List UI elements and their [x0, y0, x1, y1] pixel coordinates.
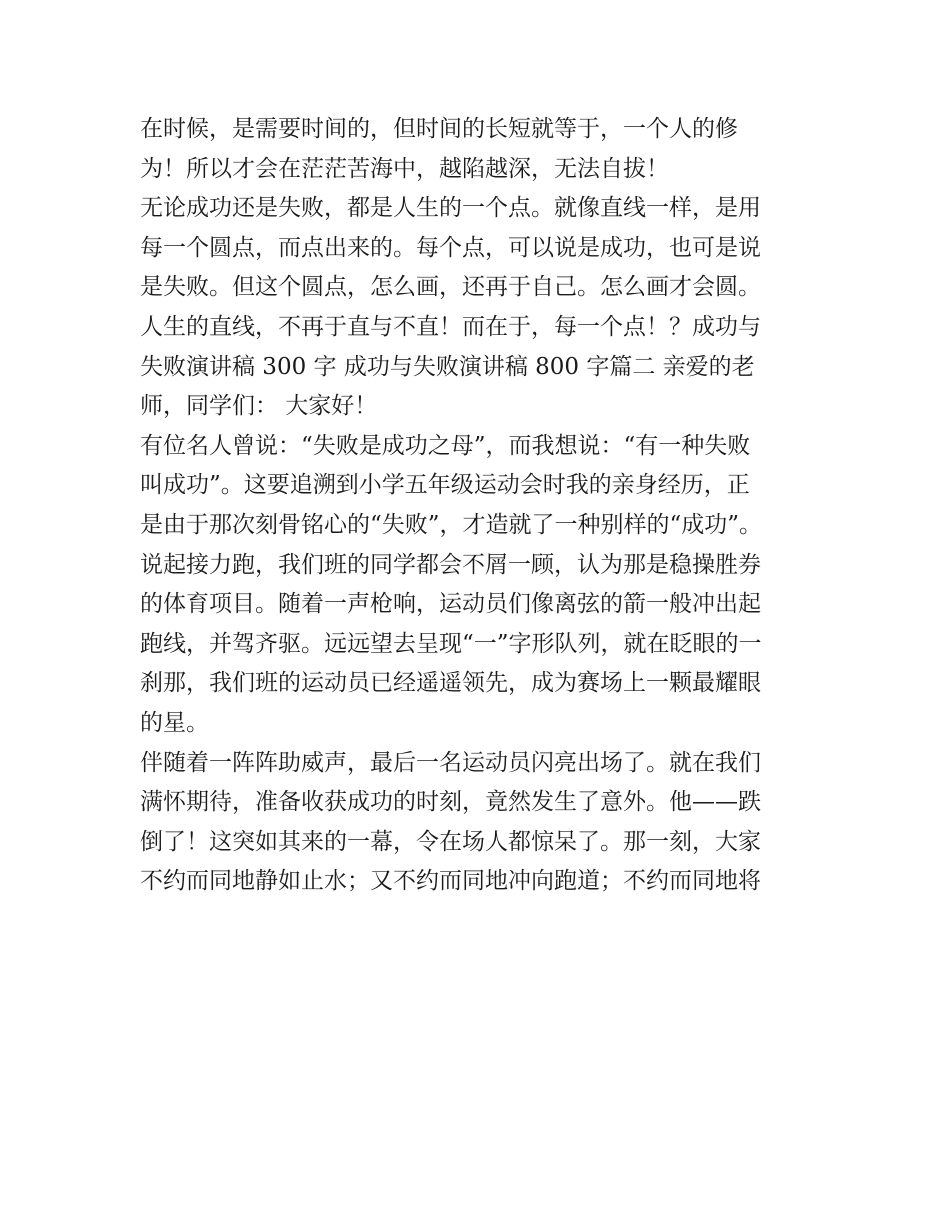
text-line-6: 人生的直线，不再于直与不直！而在于，每一个点！？成功与 — [140, 313, 761, 340]
text-line-4: 每一个圆点，而点出来的。每个点，可以说是成功，也可是说 — [140, 234, 761, 261]
text-line-5: 是失败。但这个圆点，怎么画，还再于自己。怎么画才会圆。 — [140, 274, 761, 301]
document-body — [140, 110, 820, 902]
text-line-11: 是由于那次刻骨铭心的“失败”，才造就了一种别样的“成功”。 — [140, 511, 763, 538]
text-line-13: 的体育项目。随着一声枪响，运动员们像离弦的箭一般冲出起 — [140, 591, 761, 618]
text-line-15: 刹那，我们班的运动员已经遥遥领先，成为赛场上一颗最耀眼 — [140, 670, 761, 697]
text-line-16: 的星。 — [140, 709, 209, 736]
text-line-20: 不约而同地静如止水；又不约而同地冲向跑道；不约而同地将 — [140, 868, 761, 895]
text-line-19: 倒了！这突如其来的一幕，令在场人都惊呆了。那一刻，大家 — [140, 828, 761, 855]
text-line-18: 满怀期待，准备收获成功的时刻，竟然发生了意外。他——跌 — [140, 789, 761, 816]
text-line-14: 跑线，并驾齐驱。远远望去呈现“一”字形队列，就在眨眼的一 — [140, 630, 762, 657]
text-line-8: 师，同学们： 大家好！ — [140, 393, 378, 420]
text-line-10: 叫成功”。这要追溯到小学五年级运动会时我的亲身经历，正 — [140, 472, 750, 499]
text-line-17: 伴随着一阵阵助威声，最后一名运动员闪亮出场了。就在我们 — [140, 749, 761, 776]
text-line-12: 说起接力跑，我们班的同学都会不屑一顾，认为那是稳操胜券 — [140, 551, 761, 578]
text-line-7: 失败演讲稿 300 字 成功与失败演讲稿 800 字篇二 亲爱的老 — [140, 353, 755, 380]
text-line-2: 为！所以才会在茫茫苦海中，越陷越深，无法自拔！ — [140, 155, 669, 182]
text-line-9: 有位名人曾说：“失败是成功之母”，而我想说：“有一种失败 — [140, 432, 751, 459]
text-line-3: 无论成功还是失败，都是人生的一个点。就像直线一样，是用 — [140, 195, 761, 222]
text-line-1: 在时候，是需要时间的，但时间的长短就等于，一个人的修 — [140, 116, 738, 142]
